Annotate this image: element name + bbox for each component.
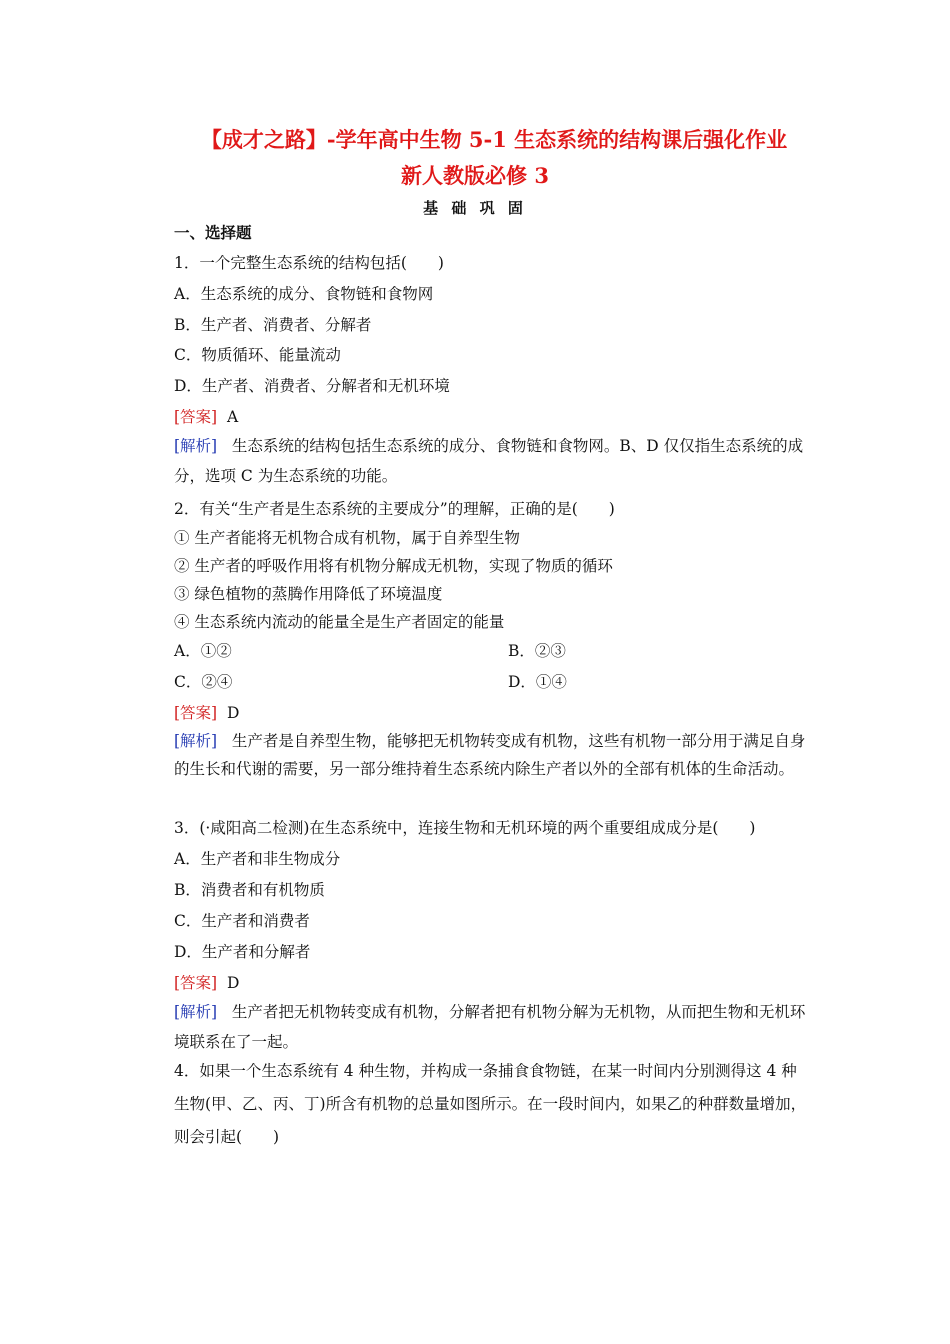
- q2-statement-2: ② 生产者的呼吸作用将有机物分解成无机物，实现了物质的循环: [174, 557, 613, 575]
- q3-analysis-text: 生产者把无机物转变成有机物，分解者把有机物分解为无机物，从而把生物和无机环境联系在了一起。: [174, 1003, 806, 1051]
- q3-analysis: [140, 997, 810, 1057]
- q2-stem: 2．有关“生产者是生态系统的主要成分”的理解，正确的是( ): [174, 500, 615, 518]
- section-heading: 基 础 巩 固: [423, 199, 527, 217]
- q4-stem: 4．如果一个生态系统有 4 种生物，并构成一条捕食食物链，在某一时间内分别测得这 4 种生物(甲、乙、丙、丁)所含有机物的总量如图所示。在一段时间内，如果乙的种群数量增加，则会引起( ): [174, 1062, 807, 1146]
- q3-option-b: B．消费者和有机物质: [174, 881, 325, 899]
- q1-answer-value: A: [226, 408, 239, 426]
- q1-option-b: B．生产者、消费者、分解者: [174, 316, 372, 334]
- q3-answer: [174, 973, 239, 993]
- q2-option-a: A．①②: [174, 642, 232, 660]
- part-heading: 一、选择题: [174, 223, 252, 242]
- answer-label: [答案]: [174, 974, 218, 992]
- q2-answer-value: D: [226, 704, 240, 722]
- q4-stem-block: [140, 1055, 810, 1154]
- q2-option-d: D．①④: [508, 673, 567, 691]
- q2-statement-1: ① 生产者能将无机物合成有机物，属于自养型生物: [174, 529, 520, 547]
- q1-analysis: [140, 431, 810, 491]
- q1-stem: 1．一个完整生态系统的结构包括( ): [174, 254, 444, 272]
- q1-option-c: C．物质循环、能量流动: [174, 346, 341, 364]
- q1-answer: [174, 407, 238, 427]
- q1-option-d: D．生产者、消费者、分解者和无机环境: [174, 377, 450, 395]
- q3-stem: 3．(·咸阳高二检测)在生态系统中，连接生物和无机环境的两个重要组成成分是( ): [174, 819, 756, 837]
- q3-option-c: C．生产者和消费者: [174, 912, 310, 930]
- q1-analysis-text: 生态系统的结构包括生态系统的成分、食物链和食物网。B、D 仅仅指生态系统的成分，选项 C 为生态系统的功能。: [174, 437, 804, 485]
- q2-option-b: B．②③: [508, 642, 566, 660]
- q2-option-c: C．②④: [174, 673, 233, 691]
- answer-label: [答案]: [174, 408, 218, 426]
- q2-statement-3: ③ 绿色植物的蒸腾作用降低了环境温度: [174, 585, 443, 603]
- answer-label: [答案]: [174, 704, 218, 722]
- q3-answer-value: D: [226, 974, 240, 992]
- document-title-line1: 【成才之路】-学年高中生物 5-1 生态系统的结构课后强化作业: [200, 127, 788, 152]
- analysis-label: [解析]: [174, 437, 218, 455]
- q3-option-a: A．生产者和非生物成分: [174, 850, 341, 868]
- q1-option-a: A．生态系统的成分、食物链和食物网: [174, 285, 434, 303]
- q2-analysis-text: 生产者是自养型生物，能够把无机物转变成有机物，这些有机物一部分用于满足自身的生长和代谢的需要，另一部分维持着生态系统内除生产者以外的全部有机体的生命活动。: [174, 732, 806, 778]
- q2-statement-4: ④ 生态系统内流动的能量全是生产者固定的能量: [174, 613, 505, 631]
- q2-answer: [174, 703, 239, 723]
- q2-analysis: [140, 727, 810, 783]
- q3-option-d: D．生产者和分解者: [174, 943, 311, 961]
- analysis-label: [解析]: [174, 732, 218, 750]
- analysis-label: [解析]: [174, 1003, 218, 1021]
- document-title-line2: 新人教版必修 3: [401, 163, 549, 188]
